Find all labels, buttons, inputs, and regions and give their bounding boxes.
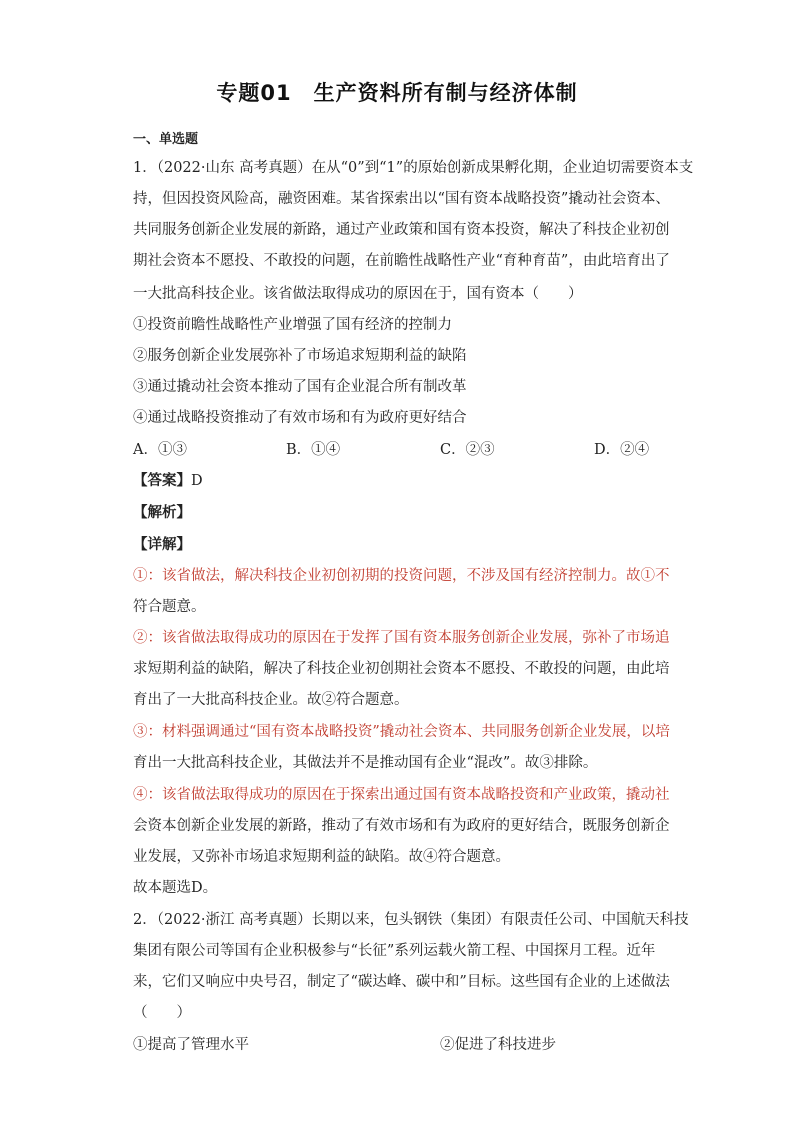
q1-stem-line: 持，但因投资风险高，融资困难。某省探索出以“国有资本战略投资”撬动社会资本、 xyxy=(133,191,670,207)
q1-option-d: D．②④ xyxy=(594,442,650,458)
q1-stem-line: 一大批高科技企业。该省做法取得成功的原因在于，国有资本（ ） xyxy=(133,286,583,302)
q1-option-c: C．②③ xyxy=(440,442,495,458)
q1-explanation-line: 育出了一大批高科技企业。故②符合题意。 xyxy=(133,692,409,708)
q1-stem-line: 共同服务创新企业发展的新路，通过产业政策和国有资本投资，解决了科技企业初创 xyxy=(133,222,670,238)
analysis-label: 【解析】 xyxy=(133,505,191,521)
q1-explanation-line: ③：材料强调通过“国有资本战略投资”撬动社会资本、共同服务创新企业发展，以培 xyxy=(133,724,670,740)
q1-stem-line: 1．（2022·山东 高考真题）在从“0”到“1”的原始创新成果孵化期，企业迫切需要资本支 xyxy=(133,160,694,176)
q1-option-a: A．①③ xyxy=(133,442,187,458)
q1-explanation-line: 业发展，又弥补市场追求短期利益的缺陷。故④符合题意。 xyxy=(133,849,510,865)
q1-stem-line: 期社会资本不愿投、不敢投的问题，在前瞻性战略性产业“育种育苗”，由此培育出了 xyxy=(133,253,670,269)
q1-explanation-line: 会资本创新企业发展的新路，推动了有效市场和有为政府的更好结合，既服务创新企 xyxy=(133,818,670,834)
answer-label: 【答案】 xyxy=(133,473,191,489)
answer-value: D xyxy=(191,473,203,489)
q1-statement: ②服务创新企业发展弥补了市场追求短期利益的缺陷 xyxy=(133,348,467,364)
q1-explanation-line: ②：该省做法取得成功的原因在于发挥了国有资本服务创新企业发展，弥补了市场追 xyxy=(133,630,670,646)
q2-stem-line: 2．（2022·浙江 高考真题）长期以来，包头钢铁（集团）有限责任公司、中国航天科技 xyxy=(133,912,689,928)
q2-stem-line: 集团有限公司等国有企业积极参与“长征”系列运载火箭工程、中国探月工程。近年 xyxy=(133,943,656,959)
q1-conclusion: 故本题选D。 xyxy=(133,880,218,896)
q2-statement: ②促进了科技进步 xyxy=(440,1037,556,1053)
q1-explanation-line: 育出一大批高科技企业，其做法并不是推动国有企业“混改”。故③排除。 xyxy=(133,755,598,771)
q1-explanation-line: ①：该省做法，解决科技企业初创初期的投资问题，不涉及国有经济控制力。故①不 xyxy=(133,568,670,584)
q2-stem-line: （ ） xyxy=(133,1005,191,1021)
q1-statement: ③通过撬动社会资本推动了国有企业混合所有制改革 xyxy=(133,379,467,395)
title-number: 专题01 xyxy=(216,81,292,105)
q1-explanation-line: ④：该省做法取得成功的原因在于探索出通过国有资本战略投资和产业政策，撬动社 xyxy=(133,787,670,803)
detail-label: 【详解】 xyxy=(133,537,191,553)
q1-option-b: B．①④ xyxy=(286,442,341,458)
q1-answer xyxy=(133,471,661,491)
q1-explanation-line: 符合题意。 xyxy=(133,599,206,615)
page-title xyxy=(0,77,794,107)
q2-stem-line: 来，它们又响应中央号召，制定了“碳达峰、碳中和”目标。这些国有企业的上述做法 xyxy=(133,974,670,990)
q1-statement: ④通过战略投资推动了有效市场和有为政府更好结合 xyxy=(133,410,467,426)
q2-statement: ①提高了管理水平 xyxy=(133,1037,249,1053)
q1-explanation-line: 求短期利益的缺陷，解决了科技企业初创期社会资本不愿投、不敢投的问题，由此培 xyxy=(133,661,670,677)
title-text: 生产资料所有制与经济体制 xyxy=(313,81,578,105)
q1-statement: ①投资前瞻性战略性产业增强了国有经济的控制力 xyxy=(133,317,452,333)
section-heading: 一、单选题 xyxy=(133,132,199,147)
